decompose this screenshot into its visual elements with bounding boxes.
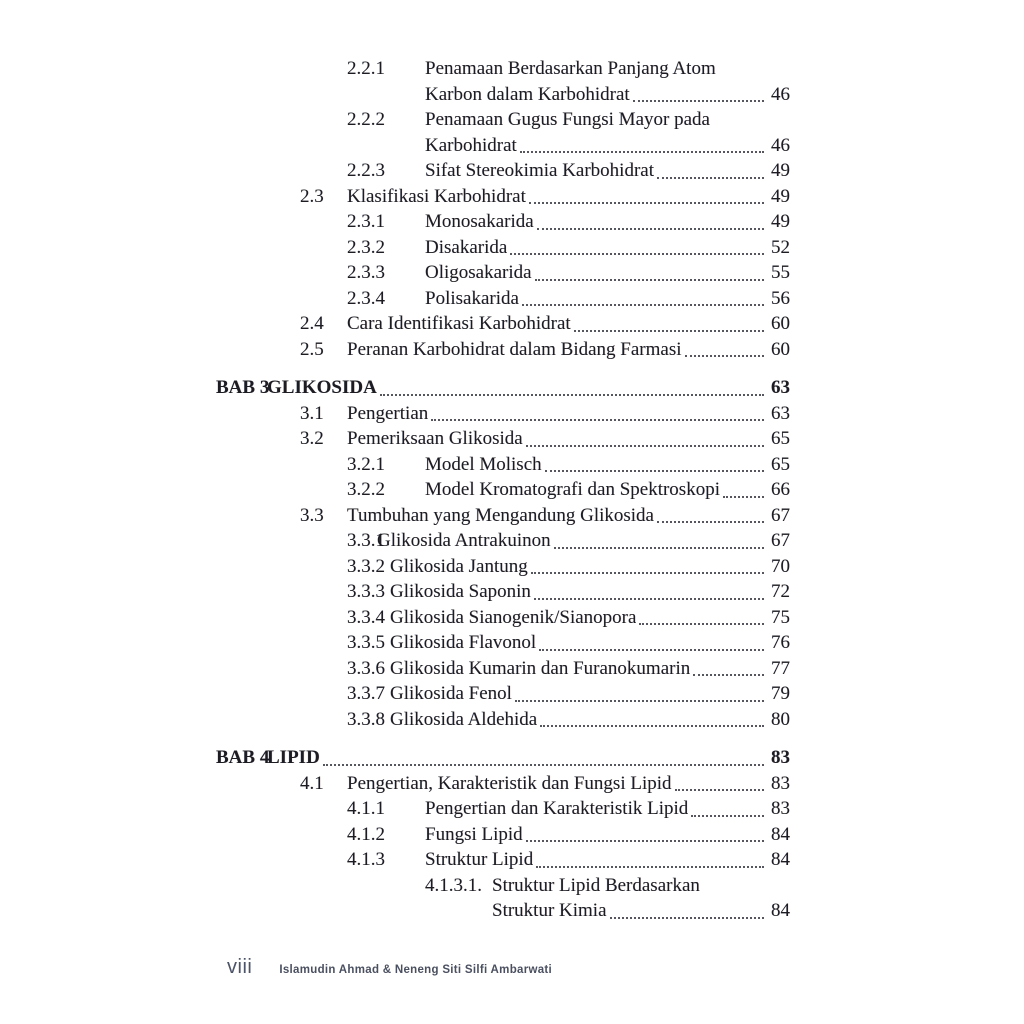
toc-entry-title: Peranan Karbohidrat dalam Bidang Farmasi: [347, 338, 682, 360]
toc-page-number: 60: [771, 338, 790, 360]
toc-page-number: 75: [771, 606, 790, 628]
toc-entry-title: Polisakarida: [425, 287, 519, 309]
toc-entry: [216, 745, 790, 771]
toc-entry-number: 4.1.2: [347, 823, 385, 845]
toc-entry: [216, 771, 790, 797]
toc-entry: [216, 707, 790, 733]
toc-page-number: 67: [771, 504, 790, 526]
toc-entry-number: 3.1: [300, 402, 324, 424]
dot-leader: [685, 355, 764, 357]
toc-entry: [216, 452, 790, 478]
toc-entry-number: 3.3.7: [347, 683, 385, 704]
dot-leader: [639, 623, 764, 625]
toc-entry-title: Cara Identifikasi Karbohidrat: [347, 313, 571, 334]
toc-entry-title: Struktur Lipid Berdasarkan: [492, 874, 700, 896]
toc-entry-number: 3.2.2: [347, 479, 385, 500]
toc-entry-number: 4.1.3.1.: [425, 874, 482, 896]
toc-page-number: 70: [771, 555, 790, 577]
toc-page-number: 76: [771, 632, 790, 653]
toc-page-number: 83: [771, 772, 790, 794]
toc-page-number: 80: [771, 708, 790, 730]
toc-entry-number: 3.3.5: [347, 632, 385, 653]
toc-page-number: 65: [771, 428, 790, 449]
dot-leader: [535, 279, 764, 281]
toc-entry-continuation: [216, 133, 790, 159]
toc-entry-title: Fungsi Lipid: [425, 823, 523, 845]
toc-entry-title: Penamaan Berdasarkan Panjang Atom: [425, 58, 716, 79]
toc-entry-title: LIPID: [267, 747, 320, 768]
toc-page-number: 79: [771, 683, 790, 704]
toc-page-number: 49: [771, 160, 790, 181]
toc-entry-number: 3.3.1: [347, 530, 385, 551]
toc-entry-title: Struktur Lipid: [425, 849, 534, 870]
toc-page-number: 67: [771, 530, 790, 551]
toc-page-number: 52: [771, 236, 790, 258]
toc-entry: [216, 796, 790, 822]
dot-leader: [323, 764, 764, 766]
toc-page-number: 83: [771, 747, 790, 768]
toc-page-number: 46: [771, 83, 790, 105]
toc-entry-title: Glikosida Antrakuinon: [377, 530, 551, 551]
toc-page-number: 56: [771, 287, 790, 309]
toc-entry: [216, 630, 790, 656]
toc-entry-title: Sifat Stereokimia Karbohidrat: [425, 160, 654, 181]
toc-entry-title-line2: Struktur Kimia: [492, 900, 607, 921]
toc-page-number: 77: [771, 657, 790, 679]
toc-entry-number: 2.3.2: [347, 236, 385, 258]
toc-entry-title: Glikosida Flavonol: [390, 632, 537, 653]
toc-entry: [216, 822, 790, 848]
toc-entry: [216, 554, 790, 580]
toc-entry-title: GLIKOSIDA: [267, 377, 377, 398]
toc-entry: [216, 107, 790, 133]
toc-entry-number: 2.3.4: [347, 287, 385, 309]
toc-entry-title: Pengertian, Karakteristik dan Fungsi Lipid: [347, 772, 672, 794]
toc-entry: [216, 260, 790, 286]
toc-entry-number: 2.2.2: [347, 109, 385, 130]
toc-entry: [216, 56, 790, 82]
toc-entry-number: 3.3.6: [347, 657, 385, 679]
toc-entry-continuation: [216, 82, 790, 108]
toc-entry: [216, 528, 790, 554]
toc-entry-number: 2.5: [300, 338, 324, 360]
toc-entry: [216, 656, 790, 682]
toc-entry-title: Glikosida Sianogenik/Sianopora: [390, 606, 637, 628]
toc-page-number: 55: [771, 262, 790, 283]
toc-page-number: 49: [771, 211, 790, 232]
toc-entry-title: Penamaan Gugus Fungsi Mayor pada: [425, 109, 710, 130]
toc-entry-title: Klasifikasi Karbohidrat: [347, 185, 526, 207]
toc-page-number: 63: [771, 377, 790, 398]
footer-authors: Islamudin Ahmad & Neneng Siti Silfi Ambarwati: [279, 964, 553, 976]
toc-entry-title-line2: Karbohidrat: [425, 134, 517, 156]
toc-entry: [216, 311, 790, 337]
toc-entry: [216, 235, 790, 261]
toc-entry-number: 2.3.1: [347, 211, 385, 232]
toc-entry: [216, 286, 790, 312]
dot-leader: [536, 866, 764, 868]
toc-entry-number: 3.3.2: [347, 555, 385, 577]
toc-entry-continuation: [216, 898, 790, 924]
toc-page-number: 49: [771, 185, 790, 207]
toc-entry-title: Glikosida Aldehida: [390, 708, 538, 730]
toc-entry-title: Oligosakarida: [425, 262, 532, 283]
toc-entry-number: 2.3: [300, 185, 324, 207]
dot-leader: [431, 419, 764, 421]
dot-leader: [531, 572, 764, 574]
toc-entry-number: 4.1: [300, 772, 324, 794]
toc-entry-number: 2.2.1: [347, 58, 385, 79]
dot-leader: [526, 840, 764, 842]
dot-leader: [510, 253, 764, 255]
toc-page-number: 83: [771, 798, 790, 819]
toc-entry: [216, 605, 790, 631]
toc-entry-number: 3.3: [300, 504, 324, 526]
toc-page-number: 63: [771, 402, 790, 424]
toc-entry: [216, 158, 790, 184]
toc-page-number: 84: [771, 900, 790, 921]
toc-entry-number: 3.2: [300, 428, 324, 449]
dot-leader: [657, 177, 764, 179]
toc-entry: [216, 579, 790, 605]
dot-leader: [554, 547, 764, 549]
toc-entry-title-line2: Karbon dalam Karbohidrat: [425, 83, 630, 105]
toc-entry-title: Glikosida Saponin: [390, 581, 531, 602]
toc-page-number: 72: [771, 581, 790, 602]
toc-entry-number: 3.3.4: [347, 606, 385, 628]
dot-leader: [540, 725, 764, 727]
dot-leader: [520, 151, 764, 153]
page-footer: [227, 956, 552, 979]
dot-leader: [539, 649, 764, 651]
toc-entry: [216, 184, 790, 210]
dot-leader: [526, 445, 764, 447]
toc-entry: [216, 209, 790, 235]
toc-entry: [216, 873, 790, 899]
dot-leader: [675, 789, 764, 791]
toc-entry-title: Pengertian: [347, 402, 429, 424]
dot-leader: [574, 330, 764, 332]
dot-leader: [522, 304, 764, 306]
toc-entry-title: Glikosida Fenol: [390, 683, 512, 704]
toc-page-number: 84: [771, 823, 790, 845]
dot-leader: [529, 202, 764, 204]
toc-entry: [216, 337, 790, 363]
toc-entry-title: Disakarida: [425, 236, 508, 258]
toc-entry: [216, 426, 790, 452]
toc-entry: [216, 401, 790, 427]
toc-entry-number: 3.2.1: [347, 453, 385, 475]
toc-page-number: 84: [771, 849, 790, 870]
table-of-contents: [216, 56, 790, 924]
toc-entry-number: 3.3.8: [347, 708, 385, 730]
toc-page-number: 46: [771, 134, 790, 156]
toc-entry-number: 4.1.1: [347, 798, 385, 819]
dot-leader: [723, 496, 764, 498]
toc-entry-title: Glikosida Kumarin dan Furanokumarin: [390, 657, 691, 679]
toc-entry-title: Monosakarida: [425, 211, 534, 232]
toc-entry: [216, 681, 790, 707]
dot-leader: [545, 470, 764, 472]
toc-entry-number: 2.4: [300, 313, 324, 334]
dot-leader: [693, 674, 764, 676]
dot-leader: [537, 228, 764, 230]
toc-entry-number: 3.3.3: [347, 581, 385, 602]
toc-entry-title: Pengertian dan Karakteristik Lipid: [425, 798, 689, 819]
footer-page-number: viii: [227, 956, 253, 978]
toc-entry-number: 4.1.3: [347, 849, 385, 870]
toc-page-number: 60: [771, 313, 790, 334]
toc-page-number: 65: [771, 453, 790, 475]
toc-entry: [216, 847, 790, 873]
toc-entry: [216, 375, 790, 401]
toc-page-number: 66: [771, 479, 790, 500]
toc-entry-title: Tumbuhan yang Mengandung Glikosida: [347, 504, 654, 526]
toc-entry-title: Model Kromatografi dan Spektroskopi: [425, 479, 720, 500]
dot-leader: [610, 917, 764, 919]
toc-entry-number: 2.3.3: [347, 262, 385, 283]
dot-leader: [515, 700, 764, 702]
toc-entry-number: BAB 3: [216, 377, 270, 398]
dot-leader: [657, 521, 764, 523]
toc-entry-title: Model Molisch: [425, 453, 542, 475]
toc-entry-number: BAB 4: [216, 747, 270, 768]
dot-leader: [633, 100, 764, 102]
dot-leader: [534, 598, 764, 600]
toc-entry-title: Glikosida Jantung: [390, 555, 528, 577]
toc-entry-number: 2.2.3: [347, 160, 385, 181]
dot-leader: [380, 394, 764, 396]
toc-entry-title: Pemeriksaan Glikosida: [347, 428, 523, 449]
toc-entry: [216, 477, 790, 503]
dot-leader: [691, 815, 764, 817]
toc-entry: [216, 503, 790, 529]
